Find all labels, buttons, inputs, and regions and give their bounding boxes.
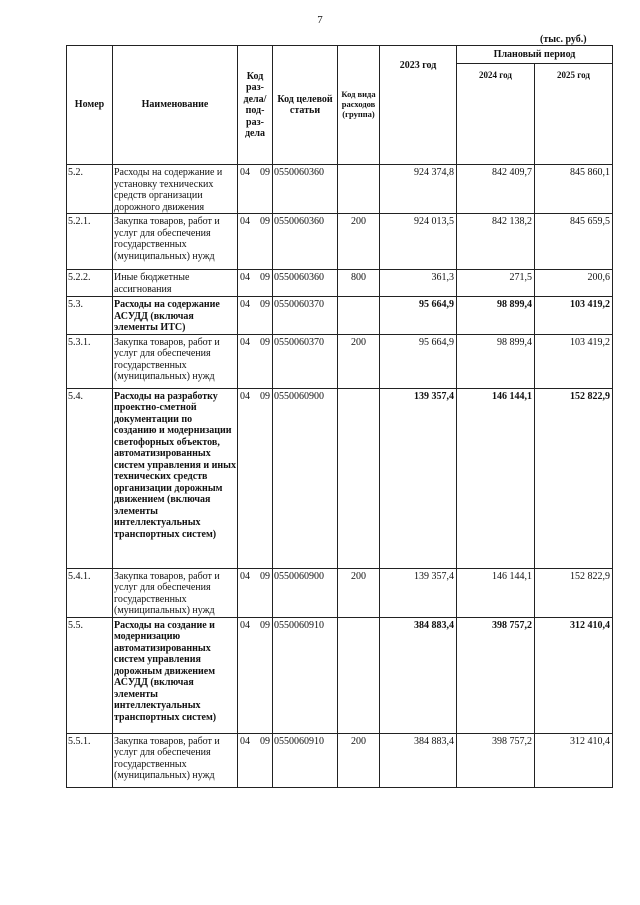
row-2023: 361,3 bbox=[380, 270, 457, 297]
row-expense-type bbox=[338, 617, 380, 733]
row-podrazdel: 09 bbox=[260, 216, 270, 227]
row-number: 5.5. bbox=[67, 617, 113, 733]
page-number: 7 bbox=[317, 14, 323, 26]
header-section-code: Код раз-дела/ под-раз-дела bbox=[238, 46, 273, 165]
row-number: 5.4.1. bbox=[67, 568, 113, 617]
row-podrazdel: 09 bbox=[260, 167, 270, 178]
row-section-code bbox=[238, 297, 273, 335]
row-target-code: 0550060360 bbox=[273, 165, 338, 214]
row-2024: 398 757,2 bbox=[457, 617, 535, 733]
row-podrazdel: 09 bbox=[260, 390, 270, 402]
row-target-code: 0550060370 bbox=[273, 297, 338, 335]
table-row bbox=[67, 617, 613, 733]
row-razdel: 04 bbox=[240, 299, 250, 310]
table-row bbox=[67, 297, 613, 335]
row-2025: 103 419,2 bbox=[535, 297, 613, 335]
row-2025: 200,6 bbox=[535, 270, 613, 297]
row-2025: 103 419,2 bbox=[535, 334, 613, 388]
row-section-code bbox=[238, 733, 273, 787]
row-expense-type bbox=[338, 165, 380, 214]
row-2025: 312 410,4 bbox=[535, 617, 613, 733]
row-2023: 95 664,9 bbox=[380, 297, 457, 335]
row-2024: 98 899,4 bbox=[457, 334, 535, 388]
row-expense-type: 200 bbox=[338, 733, 380, 787]
row-2023: 384 883,4 bbox=[380, 733, 457, 787]
row-razdel: 04 bbox=[240, 216, 250, 227]
row-expense-type: 800 bbox=[338, 270, 380, 297]
row-razdel: 04 bbox=[240, 570, 250, 582]
row-target-code: 0550060900 bbox=[273, 568, 338, 617]
row-expense-type: 200 bbox=[338, 568, 380, 617]
row-2024: 271,5 bbox=[457, 270, 535, 297]
row-number: 5.3. bbox=[67, 297, 113, 335]
row-razdel: 04 bbox=[240, 336, 250, 348]
row-razdel: 04 bbox=[240, 735, 250, 747]
row-section-code bbox=[238, 214, 273, 270]
row-name: Расходы на содержание и установку технических средств организации дорожного движения bbox=[113, 165, 238, 214]
header-2023: 2023 год bbox=[380, 46, 457, 165]
row-number: 5.2.1. bbox=[67, 214, 113, 270]
row-section-code bbox=[238, 617, 273, 733]
units-label: (тыс. руб.) bbox=[540, 34, 587, 45]
row-2025: 152 822,9 bbox=[535, 568, 613, 617]
row-expense-type bbox=[338, 297, 380, 335]
row-number: 5.2.2. bbox=[67, 270, 113, 297]
row-2025: 845 860,1 bbox=[535, 165, 613, 214]
row-target-code: 0550060370 bbox=[273, 334, 338, 388]
row-2025: 845 659,5 bbox=[535, 214, 613, 270]
row-razdel: 04 bbox=[240, 390, 250, 402]
table-row bbox=[67, 568, 613, 617]
row-section-code bbox=[238, 270, 273, 297]
row-number: 5.3.1. bbox=[67, 334, 113, 388]
row-2024: 98 899,4 bbox=[457, 297, 535, 335]
row-podrazdel: 09 bbox=[260, 336, 270, 348]
row-2023: 139 357,4 bbox=[380, 568, 457, 617]
header-2025: 2025 год bbox=[535, 64, 613, 165]
row-name: Закупка товаров, работ и услуг для обеспечения государственных (муниципальных) нужд bbox=[113, 214, 238, 270]
row-target-code: 0550060910 bbox=[273, 733, 338, 787]
row-section-code bbox=[238, 388, 273, 568]
row-name: Расходы на разработку проектно-сметной документации по созданию и модернизации светофорных объектов, автоматизированных систем управления и иных технических средств организации дорожным движением (включая элементы интеллектуальных транспортных систем) bbox=[113, 388, 238, 568]
table-row bbox=[67, 388, 613, 568]
row-2025: 312 410,4 bbox=[535, 733, 613, 787]
table-row bbox=[67, 733, 613, 787]
row-name: Закупка товаров, работ и услуг для обеспечения государственных (муниципальных) нужд bbox=[113, 334, 238, 388]
row-podrazdel: 09 bbox=[260, 735, 270, 747]
row-podrazdel: 09 bbox=[260, 299, 270, 310]
row-2024: 842 409,7 bbox=[457, 165, 535, 214]
header-name: Наименование bbox=[113, 46, 238, 165]
row-expense-type: 200 bbox=[338, 214, 380, 270]
row-name: Закупка товаров, работ и услуг для обеспечения государственных (муниципальных) нужд bbox=[113, 568, 238, 617]
row-number: 5.2. bbox=[67, 165, 113, 214]
row-target-code: 0550060360 bbox=[273, 270, 338, 297]
row-razdel: 04 bbox=[240, 272, 250, 283]
row-podrazdel: 09 bbox=[260, 272, 270, 283]
row-2023: 139 357,4 bbox=[380, 388, 457, 568]
row-2024: 398 757,2 bbox=[457, 733, 535, 787]
header-target-code: Код целевой статьи bbox=[273, 46, 338, 165]
row-target-code: 0550060900 bbox=[273, 388, 338, 568]
row-name: Иные бюджетные ассигнования bbox=[113, 270, 238, 297]
header-2024: 2024 год bbox=[457, 64, 535, 165]
row-2024: 146 144,1 bbox=[457, 568, 535, 617]
header-number: Номер bbox=[67, 46, 113, 165]
row-expense-type: 200 bbox=[338, 334, 380, 388]
row-razdel: 04 bbox=[240, 167, 250, 178]
row-section-code bbox=[238, 334, 273, 388]
table-row bbox=[67, 270, 613, 297]
row-2024: 146 144,1 bbox=[457, 388, 535, 568]
table-body bbox=[67, 165, 613, 788]
row-name: Расходы на создание и модернизацию автоматизированных систем управления дорожным движением АСУДД (включая элементы интеллектуальных транспортных систем) bbox=[113, 617, 238, 733]
row-section-code bbox=[238, 165, 273, 214]
table-row bbox=[67, 165, 613, 214]
row-section-code bbox=[238, 568, 273, 617]
table-header bbox=[67, 46, 613, 165]
row-podrazdel: 09 bbox=[260, 570, 270, 582]
budget-table bbox=[66, 45, 613, 788]
row-2023: 924 374,8 bbox=[380, 165, 457, 214]
table-row bbox=[67, 214, 613, 270]
row-expense-type bbox=[338, 388, 380, 568]
row-2023: 384 883,4 bbox=[380, 617, 457, 733]
row-target-code: 0550060910 bbox=[273, 617, 338, 733]
row-name: Расходы на содержание АСУДД (включая элементы ИТС) bbox=[113, 297, 238, 335]
header-expense-type-code: Код вида расходов (группа) bbox=[338, 46, 380, 165]
row-target-code: 0550060360 bbox=[273, 214, 338, 270]
row-number: 5.4. bbox=[67, 388, 113, 568]
row-razdel: 04 bbox=[240, 619, 250, 631]
table-row bbox=[67, 334, 613, 388]
row-number: 5.5.1. bbox=[67, 733, 113, 787]
header-plan-period: Плановый период bbox=[457, 46, 613, 64]
row-2023: 924 013,5 bbox=[380, 214, 457, 270]
row-2024: 842 138,2 bbox=[457, 214, 535, 270]
row-name: Закупка товаров, работ и услуг для обеспечения государственных (муниципальных) нужд bbox=[113, 733, 238, 787]
row-podrazdel: 09 bbox=[260, 619, 270, 631]
row-2023: 95 664,9 bbox=[380, 334, 457, 388]
row-2025: 152 822,9 bbox=[535, 388, 613, 568]
